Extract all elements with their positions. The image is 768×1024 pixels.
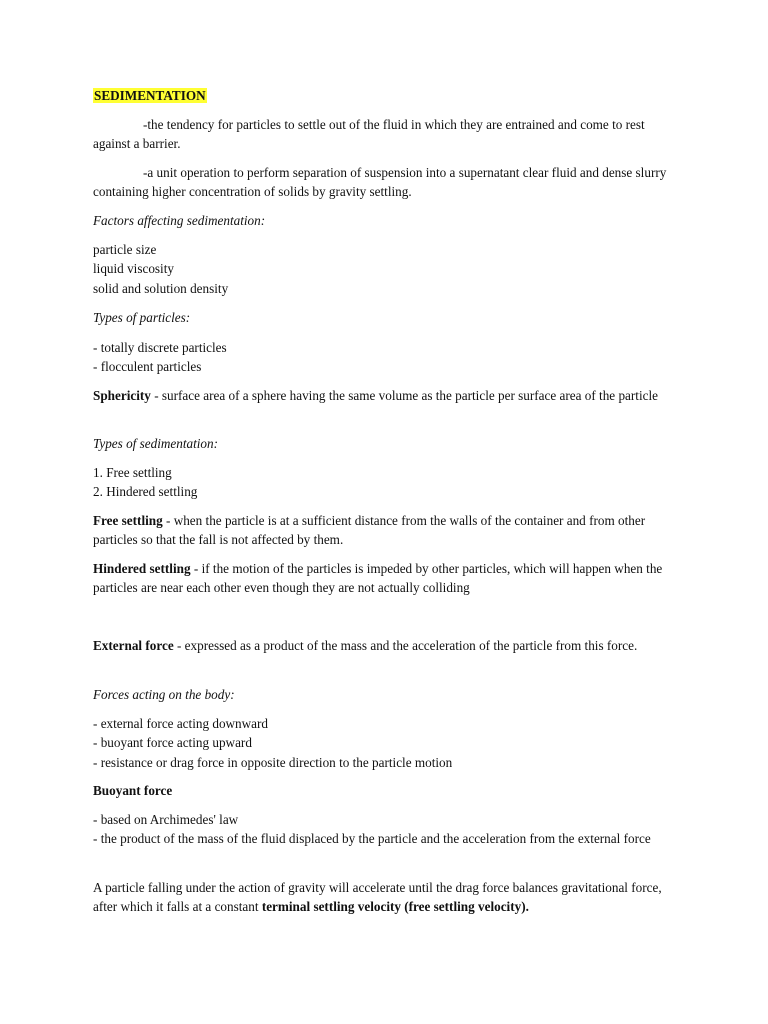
factors-list [93,240,683,298]
list-item: - based on Archimedes' law [93,812,239,827]
sedimentation-types-heading: Types of sedimentation: [93,436,219,451]
list-item: 2. Hindered settling [93,484,198,500]
external-force-term: External force [93,638,174,653]
list-item: - totally discrete particles [93,340,227,355]
list-item: - flocculent particles [93,359,202,375]
terminal-velocity-paragraph [93,878,683,917]
free-settling-text: - when the particle is at a sufficient distance from the walls of the container and from other particles so that the fall is not affected by them. [93,513,646,548]
free-settling-definition [93,511,683,550]
definition-2 [93,163,683,202]
list-item: - external force acting downward [93,716,269,731]
terminal-velocity-text: A particle falling under the action of gravity will accelerate until the drag force balances gravitational force, after which it falls at a constant [93,880,662,915]
list-item: solid and solution density [93,280,229,296]
list-item: liquid viscosity [93,261,174,277]
external-force-definition [93,636,683,655]
hindered-settling-definition [93,559,683,598]
forces-heading: Forces acting on the body: [93,687,235,702]
list-item: - the product of the mass of the fluid displaced by the particle and the acceleration from the external force [93,831,651,847]
list-item: - resistance or drag force in opposite direction to the particle motion [93,754,453,770]
document-title: SEDIMENTATION [94,88,206,103]
document-title-line [93,86,683,105]
terminal-velocity-term: terminal settling velocity (free settling velocity). [261,899,529,915]
sphericity-text: - surface area of a sphere having the same volume as the particle per surface area of the particle [150,388,658,403]
particle-types-list [93,338,683,377]
sphericity-term: Sphericity [93,388,151,403]
definition-1-text: -the tendency for particles to settle out of the fluid in which they are entrained and come to rest against a barrier. [93,117,645,152]
buoyant-force-heading: Buoyant force [93,783,173,798]
list-item: 1. Free settling [93,465,172,480]
hindered-settling-text: - if the motion of the particles is impeded by other particles, which will happen when the particles are near each other even though they are not actually colliding [93,561,663,596]
hindered-settling-term: Hindered settling [93,561,191,576]
list-item: particle size [93,242,157,257]
definition-1 [93,115,683,154]
free-settling-term: Free settling [93,513,163,528]
list-item: - buoyant force acting upward [93,735,252,751]
buoyant-force-list [93,810,683,849]
external-force-text: - expressed as a product of the mass and the acceleration of the particle from this force. [173,638,638,653]
particle-types-heading: Types of particles: [93,310,191,325]
sedimentation-types-list [93,463,683,502]
definition-2-text: -a unit operation to perform separation of suspension into a supernatant clear fluid and dense slurry containing higher concentration of solids by gravity settling. [93,165,667,200]
factors-heading: Factors affecting sedimentation: [93,213,266,228]
forces-list [93,714,683,772]
sphericity-definition [93,386,683,405]
